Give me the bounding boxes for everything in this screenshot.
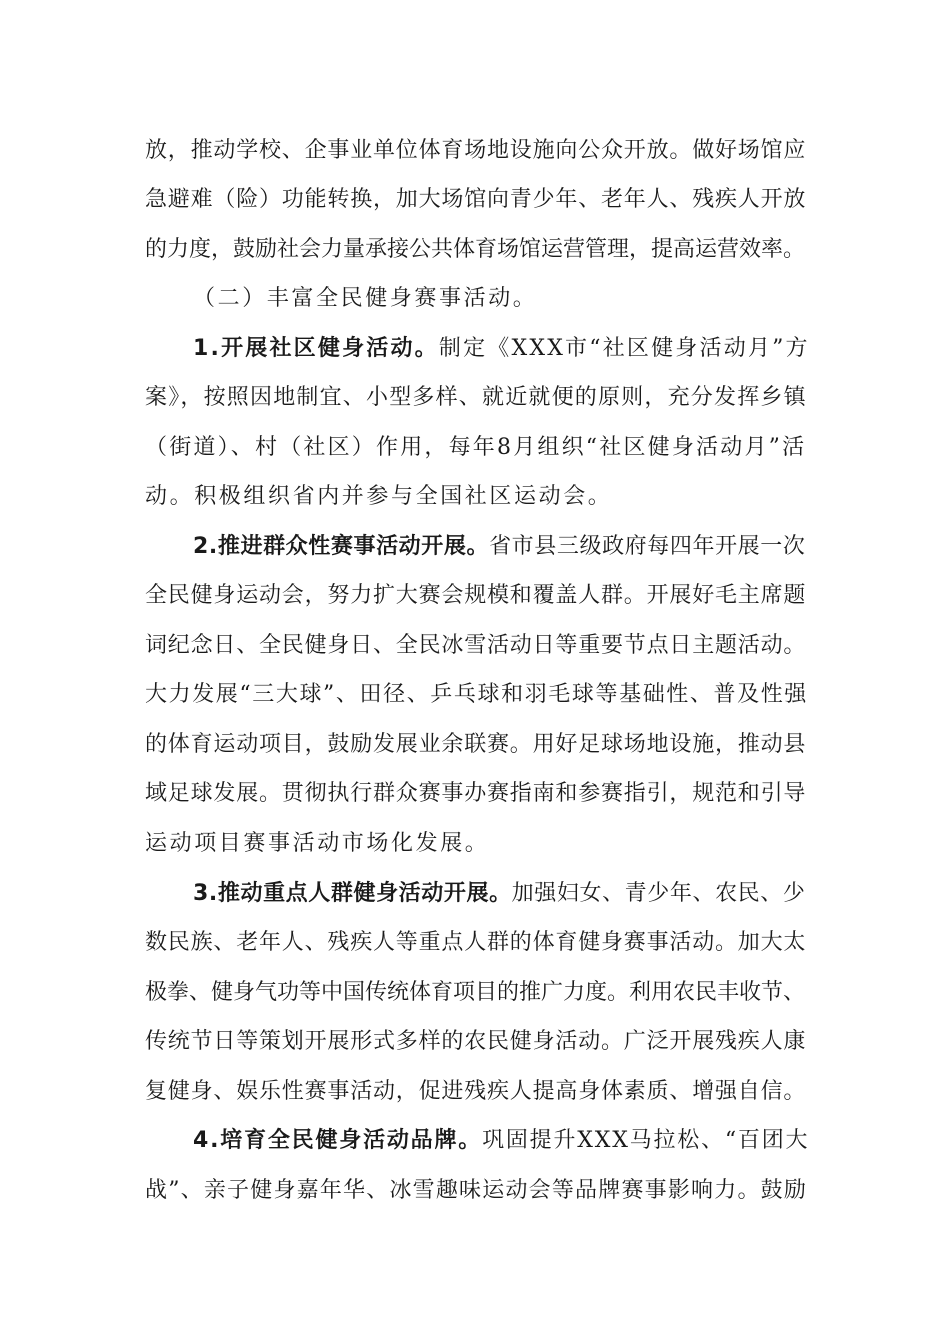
line-text: 极拳、健身气功等中国传统体育项目的推广力度。利用农民丰收节、	[145, 980, 806, 1005]
line-text: 传统节日等策划开展形式多样的农民健身活动。广泛开展残疾人康	[145, 1029, 807, 1054]
line-text: 大力发展“三大球”、田径、乒乓球和羽毛球等基础性、普及性强	[145, 682, 808, 707]
line-text: 运动项目赛事活动市场化发展。	[145, 831, 490, 856]
section-heading-text: （二）丰富全民健身赛事活动。	[193, 286, 538, 311]
paragraph-line	[145, 572, 810, 620]
line-text: 的体育运动项目，鼓励发展业余联赛。用好足球场地设施，推动县	[145, 732, 807, 757]
line-text: 案》，按照因地制宜、小型多样、就近就便的原则，充分发挥乡镇	[145, 385, 807, 410]
line-text: 制定《XXX市“社区健身活动月”方	[438, 336, 810, 361]
line-text: 放，推动学校、企事业单位体育场地设施向公众开放。做好场馆应	[145, 138, 807, 163]
item-1-first-line	[193, 325, 810, 373]
item-2-title: 2.推进群众性赛事活动开展。	[193, 534, 490, 559]
paragraph-line	[145, 127, 810, 175]
paragraph-line	[145, 473, 810, 521]
line-text: 数民族、老年人、残疾人等重点人群的体育健身赛事活动。加大太	[145, 930, 807, 955]
line-text: 省市县三级政府每四年开展一次	[489, 534, 806, 559]
paragraph-line	[145, 1167, 810, 1215]
section-heading	[193, 275, 810, 323]
paragraph-line	[145, 1068, 810, 1116]
item-1-title: 1.开展社区健身活动。	[193, 336, 439, 361]
paragraph-line	[145, 969, 810, 1017]
line-text: 域足球发展。贯彻执行群众赛事办赛指南和参赛指引，规范和引导	[145, 781, 807, 806]
item-3-title: 3.推动重点人群健身活动开展。	[193, 881, 512, 906]
item-3-first-line	[193, 870, 810, 918]
line-text: 复健身、娱乐性赛事活动，促进残疾人提高身体素质、增强自信。	[145, 1079, 807, 1104]
paragraph-line	[145, 622, 810, 670]
paragraph-line	[145, 1018, 810, 1066]
line-text: 的力度，鼓励社会力量承接公共体育场馆运营管理，提高运营效率。	[145, 237, 806, 262]
paragraph-line	[145, 820, 810, 868]
paragraph-line	[145, 374, 810, 422]
line-text: 词纪念日、全民健身日、全民冰雪活动日等重要节点日主题活动。	[145, 633, 807, 658]
line-text: （街道）、村（社区）作用，每年8月组织“社区健身活动月”活	[145, 435, 807, 460]
paragraph-line	[145, 671, 810, 719]
paragraph-line	[145, 721, 810, 769]
line-text: 加强妇女、青少年、农民、少	[511, 881, 806, 906]
paragraph-line	[145, 226, 810, 274]
item-4-first-line	[193, 1117, 810, 1165]
line-text: 全民健身运动会，努力扩大赛会规模和覆盖人群。开展好毛主席题	[145, 583, 807, 608]
paragraph-line	[145, 424, 810, 472]
paragraph-line	[145, 770, 810, 818]
line-text: 动。积极组织省内并参与全国社区运动会。	[145, 484, 613, 509]
paragraph-line	[145, 176, 810, 224]
item-2-first-line	[193, 523, 810, 571]
line-text: 巩固提升XXX马拉松、“百团大	[482, 1128, 810, 1153]
item-4-title: 4.培育全民健身活动品牌。	[193, 1128, 483, 1153]
paragraph-line	[145, 919, 810, 967]
line-text: 战”、亲子健身嘉年华、冰雪趣味运动会等品牌赛事影响力。鼓励	[145, 1178, 808, 1203]
line-text: 急避难（险）功能转换，加大场馆向青少年、老年人、残疾人开放	[145, 187, 807, 212]
